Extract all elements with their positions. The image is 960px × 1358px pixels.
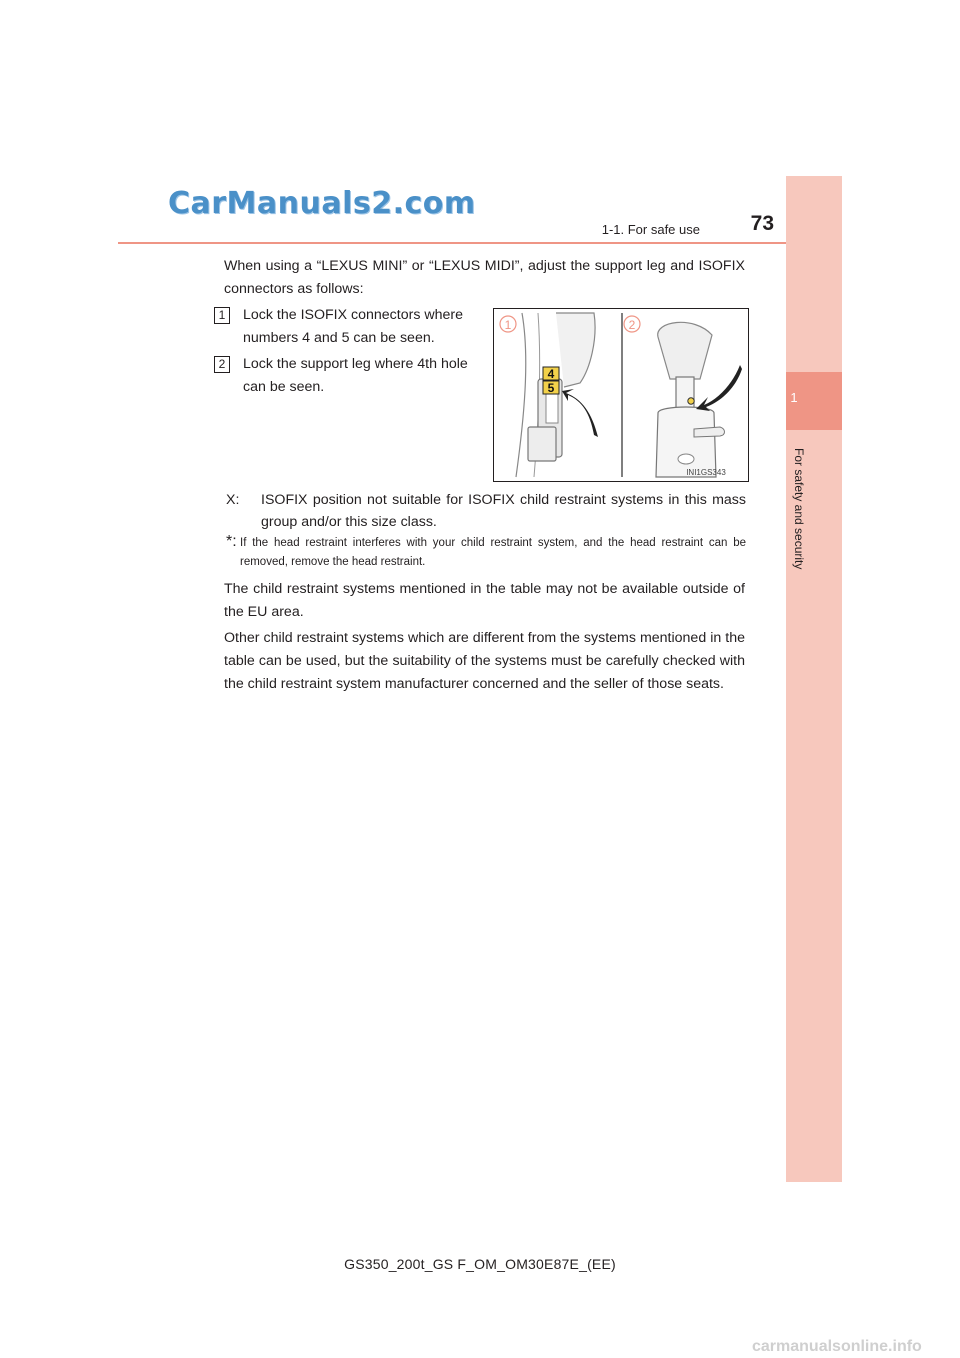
connector-mark-4: 4 (547, 367, 555, 381)
figure-code: INI1GS343 (686, 468, 726, 477)
section-title: 1-1. For safe use (601, 222, 700, 237)
side-band (786, 176, 842, 1182)
note-x (226, 489, 746, 533)
footnote-text: If the head restraint interferes with your child restraint system, and the head restraint can be removed, remove the head restraint. (240, 537, 746, 568)
page-number: 73 (750, 212, 774, 235)
chapter-title: For safety and security (792, 448, 806, 570)
watermark-logo: CarManuals2.com (168, 186, 476, 221)
illustration-figure (493, 308, 749, 482)
callout-2: 2 (628, 318, 636, 332)
header-rule (118, 242, 842, 244)
step-number-badge: 1 (214, 307, 230, 324)
footnote (226, 534, 746, 572)
watermark-footer: carmanualsonline.info (752, 1338, 922, 1355)
chapter-number: 1 (790, 390, 798, 405)
footnote-marker: *: (226, 533, 237, 550)
step-2 (214, 353, 484, 399)
footer-document-code: GS350_200t_GS F_OM_OM30E87E_(EE) (344, 1256, 616, 1272)
step-text: Lock the ISOFIX connectors where numbers 4 and 5 can be seen. (243, 307, 464, 346)
note-x-text: ISOFIX position not suitable for ISOFIX child restraint systems in this mass group and/or this size class. (261, 492, 746, 530)
step-text: Lock the support leg where 4th hole can be seen. (243, 356, 468, 395)
illustration-drawing (494, 309, 748, 481)
callout-1: 1 (504, 318, 512, 332)
paragraph-availability: The child restraint systems mentioned in the table may not be available outside of the EU area. (224, 581, 745, 620)
note-x-key: X: (226, 492, 240, 508)
paragraph-other-systems: Other child restraint systems which are different from the systems mentioned in the table can be used, but the suitability of the systems must be carefully checked with the child restraint system manufacturer concerned and the seller of those seats. (224, 630, 745, 692)
step-1 (214, 304, 484, 350)
intro-paragraph: When using a “LEXUS MINI” or “LEXUS MIDI”, adjust the support leg and ISOFIX connectors as follows: (224, 258, 745, 297)
step-number-badge: 2 (214, 356, 230, 373)
connector-mark-5: 5 (547, 381, 555, 395)
